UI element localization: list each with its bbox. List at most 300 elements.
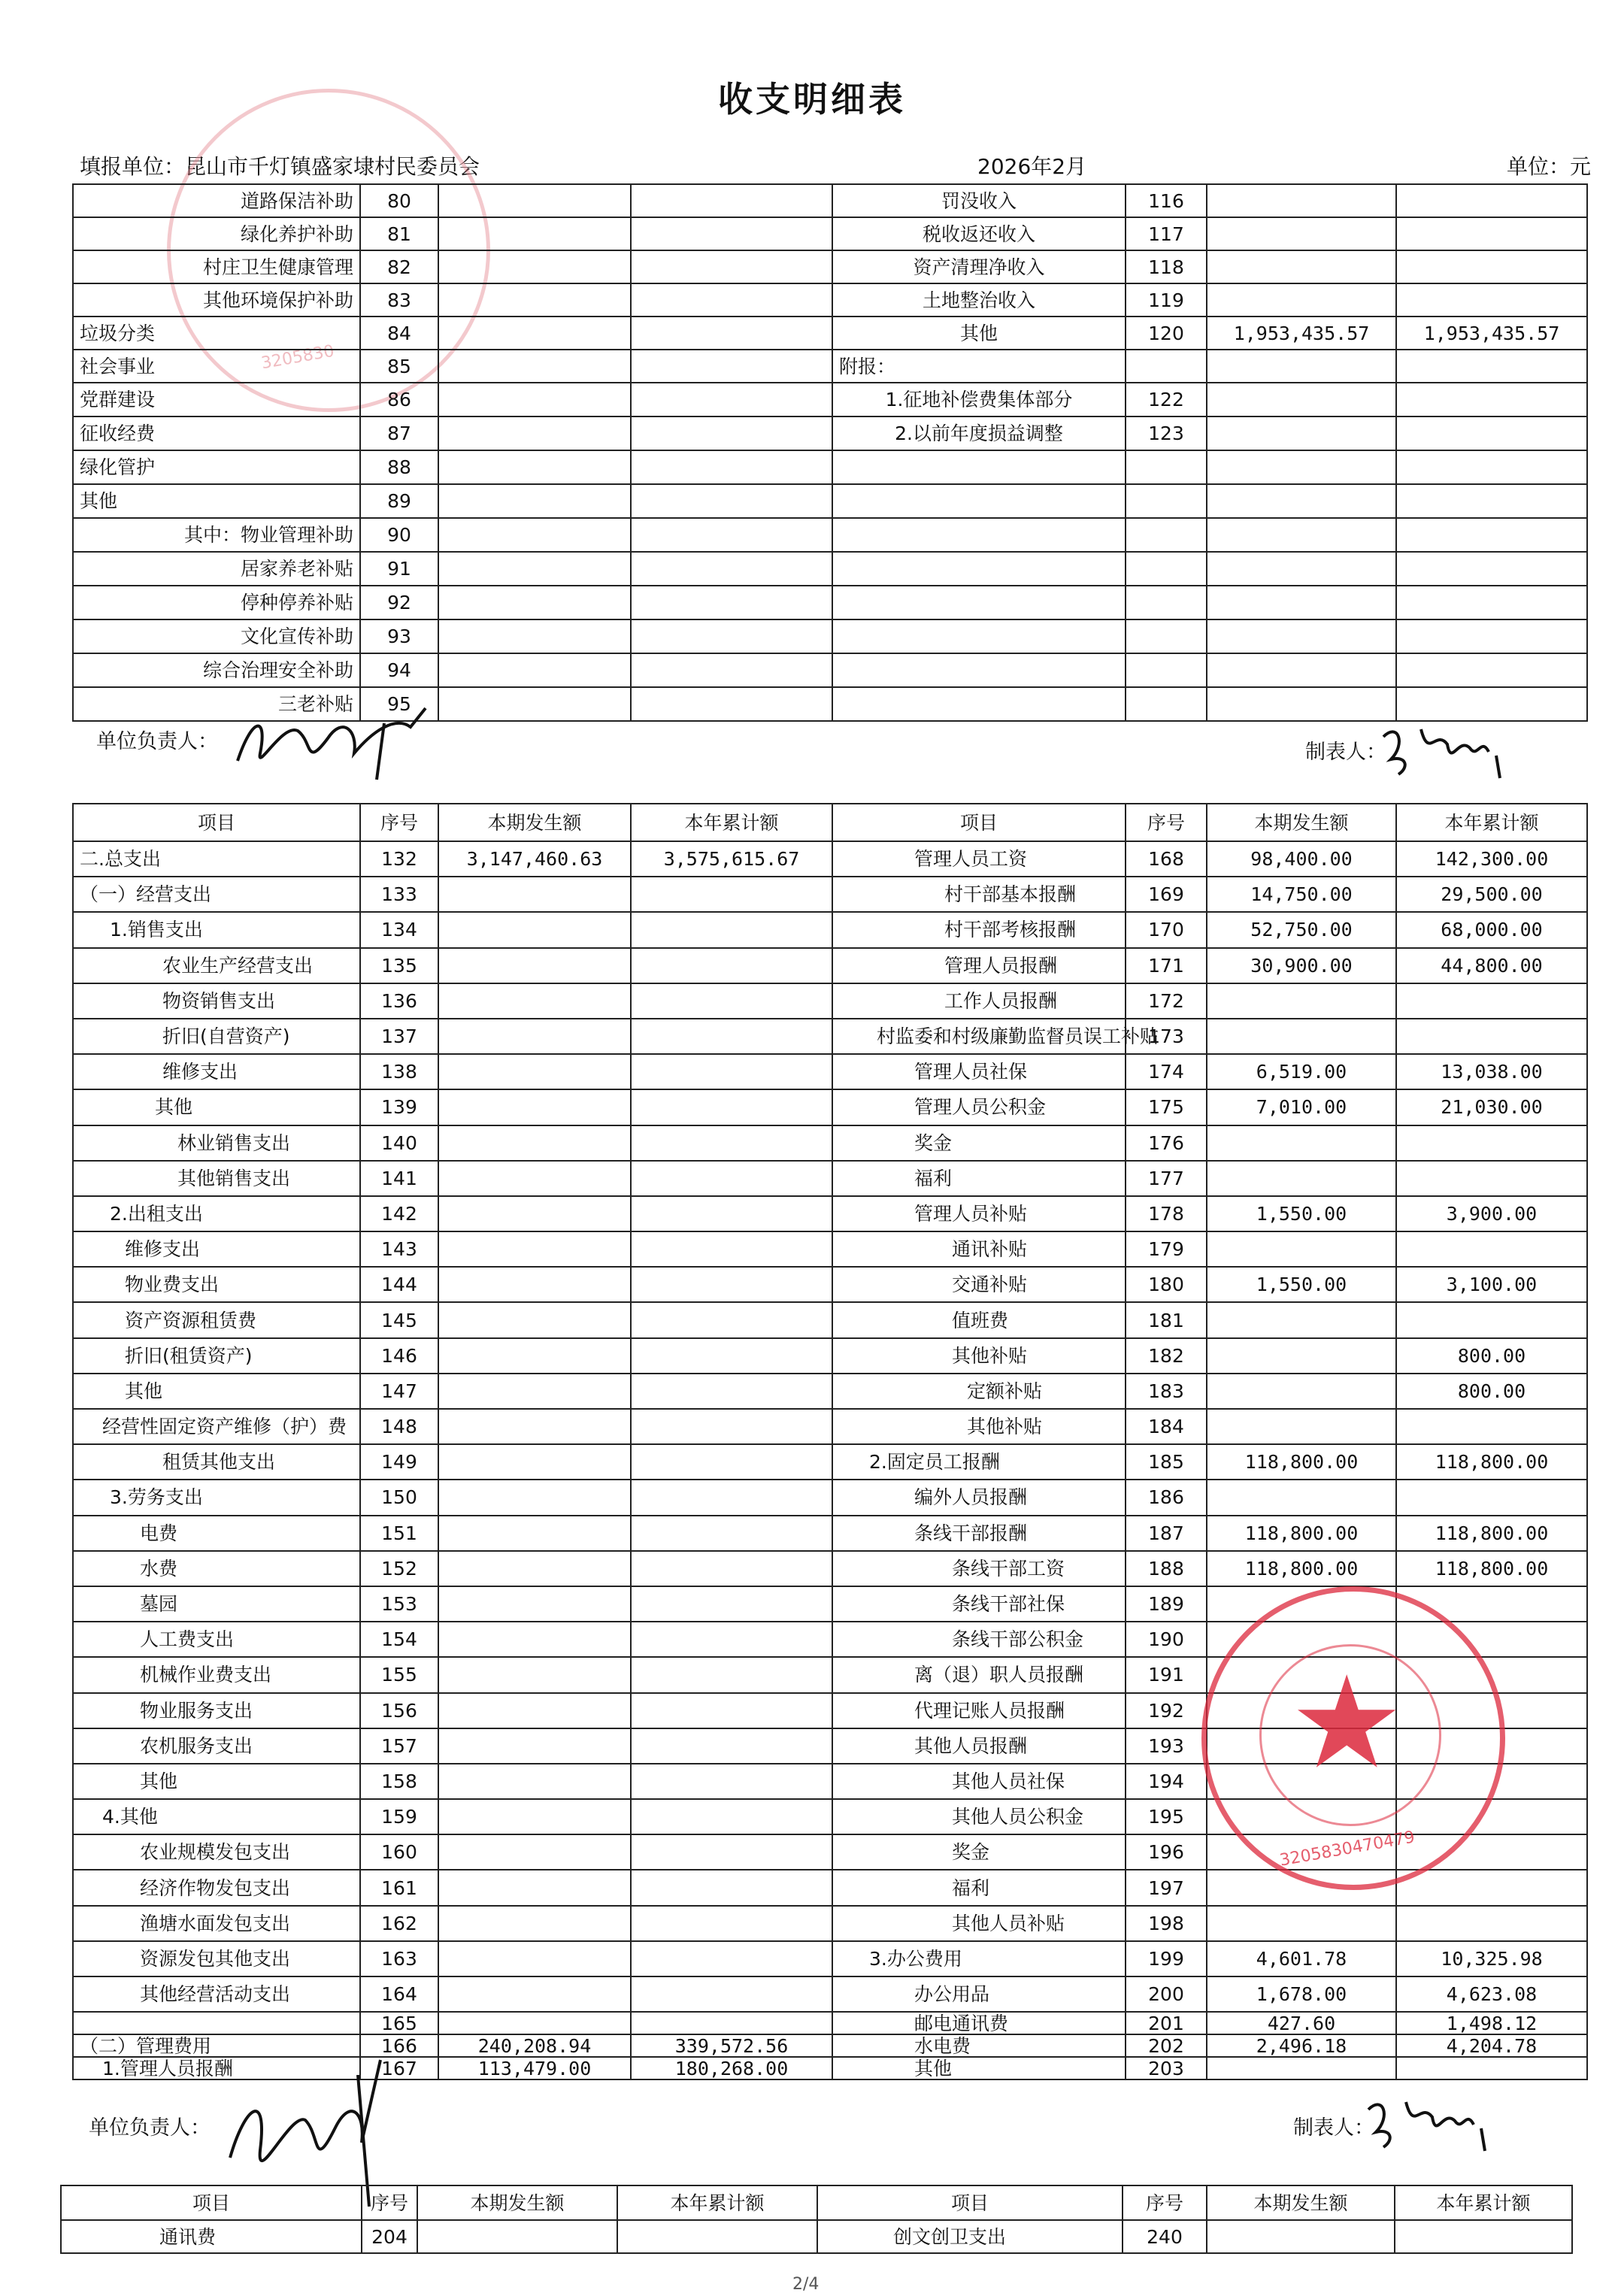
current-amount: [438, 1657, 631, 1692]
row-number: 150: [360, 1480, 438, 1515]
column-header: 本期发生额: [1207, 804, 1396, 841]
current-amount: [438, 1516, 631, 1551]
ytd-amount: [631, 1834, 832, 1870]
row-number: 159: [360, 1799, 438, 1834]
current-amount: [1207, 1231, 1396, 1267]
current-amount: [438, 1444, 631, 1480]
row-number: 119: [1126, 283, 1207, 317]
ytd-amount: 13,038.00: [1396, 1054, 1587, 1089]
row-number: 85: [360, 350, 438, 383]
row-number: [1126, 687, 1207, 721]
current-amount: [1207, 283, 1396, 317]
row-item: [832, 619, 1126, 653]
row-item: 资产清理净收入: [832, 250, 1126, 283]
current-amount: [438, 1799, 631, 1834]
row-number: 142: [360, 1196, 438, 1231]
row-item: 1.销售支出: [73, 912, 360, 947]
ytd-amount: [631, 1054, 832, 1089]
row-item: 其他经营活动支出: [73, 1976, 360, 2012]
row-item: 居家养老补贴: [73, 552, 360, 586]
current-amount: 427.60: [1207, 2012, 1396, 2034]
row-item: 3.劳务支出: [73, 1480, 360, 1515]
ytd-amount: 3,900.00: [1396, 1196, 1587, 1231]
row-number: 172: [1126, 983, 1207, 1019]
row-item: 三老补贴: [73, 687, 360, 721]
row-item: 其他人员社保: [832, 1764, 1126, 1799]
ytd-amount: [1396, 983, 1587, 1019]
row-number: 196: [1126, 1834, 1207, 1870]
current-amount: [438, 1019, 631, 1054]
current-amount: [438, 1374, 631, 1409]
row-number: 84: [360, 317, 438, 350]
row-item: 附报：: [832, 350, 1126, 383]
table-row: [73, 948, 1587, 983]
current-amount: [438, 1906, 631, 1941]
current-amount: 98,400.00: [1207, 841, 1396, 877]
row-item: 经济作物发包支出: [73, 1870, 360, 1905]
row-item: （二）管理费用: [73, 2034, 360, 2057]
row-item: 农业规模发包支出: [73, 1834, 360, 1870]
ytd-amount: 4,623.08: [1396, 1976, 1587, 2012]
row-number: 164: [360, 1976, 438, 2012]
row-item: 其他: [73, 1764, 360, 1799]
row-number: 136: [360, 983, 438, 1019]
row-number: 145: [360, 1302, 438, 1337]
leader-signature: [223, 701, 448, 783]
table-row: [73, 317, 1587, 350]
row-item: 条线干部报酬: [832, 1516, 1126, 1551]
row-number: 170: [1126, 912, 1207, 947]
ytd-amount: [631, 283, 832, 317]
table-row: [73, 184, 1587, 217]
row-number: 132: [360, 841, 438, 877]
column-header: 本期发生额: [438, 804, 631, 841]
ytd-amount: [1396, 283, 1587, 317]
row-item: 物业服务支出: [73, 1693, 360, 1728]
row-item: 水费: [73, 1551, 360, 1586]
current-amount: 118,800.00: [1207, 1516, 1396, 1551]
row-item: 其他: [832, 317, 1126, 350]
table-row: [73, 1976, 1587, 2012]
ytd-amount: [1396, 1231, 1587, 1267]
ytd-amount: 142,300.00: [1396, 841, 1587, 877]
row-number: 154: [360, 1622, 438, 1657]
column-header: 项目: [817, 2185, 1123, 2220]
row-number: 95: [360, 687, 438, 721]
current-amount: [438, 552, 631, 586]
ytd-amount: [1396, 1480, 1587, 1515]
ytd-amount: 68,000.00: [1396, 912, 1587, 947]
row-number: 139: [360, 1089, 438, 1125]
row-number: 188: [1126, 1551, 1207, 1586]
row-number: 191: [1126, 1657, 1207, 1692]
row-item: 村监委和村级廉勤监督员误工补贴: [832, 1019, 1126, 1054]
row-number: 200: [1126, 1976, 1207, 2012]
row-item: 管理人员社保: [832, 1054, 1126, 1089]
current-amount: [438, 1161, 631, 1196]
current-amount: [417, 2220, 617, 2253]
page-number: 2/4: [792, 2275, 820, 2294]
row-item: 农机服务支出: [73, 1728, 360, 1764]
row-item: 墓园: [73, 1586, 360, 1622]
current-amount: [438, 283, 631, 317]
row-number: 122: [1126, 383, 1207, 416]
current-amount: [1207, 1906, 1396, 1941]
row-number: 161: [360, 1870, 438, 1905]
table-row: [73, 1161, 1587, 1196]
current-amount: [438, 1622, 631, 1657]
ytd-amount: [631, 1906, 832, 1941]
column-header: 序号: [1123, 2185, 1207, 2220]
table-row: [73, 350, 1587, 383]
row-item: 其他: [73, 1089, 360, 1125]
ytd-amount: [631, 250, 832, 283]
row-number: 180: [1126, 1267, 1207, 1302]
current-amount: [438, 1941, 631, 1976]
ytd-amount: [631, 1231, 832, 1267]
ytd-amount: [631, 1799, 832, 1834]
table-row: [73, 283, 1587, 317]
row-item: 定额补贴: [832, 1374, 1126, 1409]
current-amount: 1,678.00: [1207, 1976, 1396, 2012]
ytd-amount: [1396, 1870, 1587, 1905]
row-number: 169: [1126, 877, 1207, 912]
row-item: 绿化养护补助: [73, 217, 360, 250]
currency-unit: 单位：元: [1507, 154, 1592, 179]
row-number: 91: [360, 552, 438, 586]
row-item: 租赁其他支出: [73, 1444, 360, 1480]
table-row: [73, 1019, 1587, 1054]
current-amount: [1207, 586, 1396, 619]
row-number: 185: [1126, 1444, 1207, 1480]
row-item: 条线干部公积金: [832, 1622, 1126, 1657]
ytd-amount: 10,325.98: [1396, 1941, 1587, 1976]
table-row: [73, 1267, 1587, 1302]
row-number: [1126, 450, 1207, 484]
current-amount: [438, 1089, 631, 1125]
row-number: 175: [1126, 1089, 1207, 1125]
ytd-amount: 800.00: [1396, 1374, 1587, 1409]
current-amount: [1207, 1374, 1396, 1409]
row-number: 133: [360, 877, 438, 912]
current-amount: [438, 1551, 631, 1586]
ytd-amount: [1396, 416, 1587, 450]
table-row: [73, 518, 1587, 552]
row-number: 187: [1126, 1516, 1207, 1551]
ytd-amount: 1,498.12: [1396, 2012, 1587, 2034]
ytd-amount: [631, 1551, 832, 1586]
row-number: 168: [1126, 841, 1207, 877]
row-item: 代理记账人员报酬: [832, 1693, 1126, 1728]
row-number: 123: [1126, 416, 1207, 450]
row-item: 道路保洁补助: [73, 184, 360, 217]
row-number: 166: [360, 2034, 438, 2057]
current-amount: [1207, 1302, 1396, 1337]
ytd-amount: [631, 1693, 832, 1728]
ytd-amount: [631, 350, 832, 383]
current-amount: [438, 1196, 631, 1231]
row-number: 146: [360, 1338, 438, 1374]
ytd-amount: [1396, 1161, 1587, 1196]
row-number: 176: [1126, 1125, 1207, 1161]
ytd-amount: [1396, 586, 1587, 619]
current-amount: [438, 1338, 631, 1374]
row-item: 4.其他: [73, 1799, 360, 1834]
ytd-amount: [1396, 653, 1587, 687]
current-amount: [438, 1834, 631, 1870]
row-number: 149: [360, 1444, 438, 1480]
column-header: 项目: [61, 2185, 362, 2220]
current-amount: [438, 1480, 631, 1515]
row-number: 198: [1126, 1906, 1207, 1941]
current-amount: [438, 1764, 631, 1799]
table-row: [73, 1196, 1587, 1231]
current-amount: [438, 1728, 631, 1764]
row-number: 80: [360, 184, 438, 217]
ytd-amount: [631, 518, 832, 552]
row-item: 其他人员补贴: [832, 1906, 1126, 1941]
table-row: [73, 552, 1587, 586]
current-amount: [438, 1231, 631, 1267]
row-item: 农业生产经营支出: [73, 948, 360, 983]
row-number: 138: [360, 1054, 438, 1089]
row-item: 村庄卫生健康管理: [73, 250, 360, 283]
row-item: 交通补贴: [832, 1267, 1126, 1302]
ytd-amount: 1,953,435.57: [1396, 317, 1587, 350]
ytd-amount: 29,500.00: [1396, 877, 1587, 912]
current-amount: [438, 1976, 631, 2012]
table-row: [73, 1374, 1587, 1409]
ytd-amount: [631, 1516, 832, 1551]
row-item: [832, 653, 1126, 687]
row-item: 通讯补贴: [832, 1231, 1126, 1267]
row-item: 罚没收入: [832, 184, 1126, 217]
unit-leader-label-2: 单位负责人：: [89, 2116, 211, 2140]
row-item: 物业费支出: [73, 1267, 360, 1302]
ytd-amount: 339,572.56: [631, 2034, 832, 2057]
table-row: [73, 1231, 1587, 1267]
row-number: 204: [362, 2220, 417, 2253]
row-item: 2.出租支出: [73, 1196, 360, 1231]
row-number: 120: [1126, 317, 1207, 350]
ytd-amount: [631, 1267, 832, 1302]
current-amount: [1207, 1019, 1396, 1054]
current-amount: [438, 983, 631, 1019]
row-item: 离（退）职人员报酬: [832, 1657, 1126, 1692]
current-amount: [438, 217, 631, 250]
row-number: 81: [360, 217, 438, 250]
current-amount: [438, 1870, 631, 1905]
ytd-amount: [631, 619, 832, 653]
table-row: [73, 1480, 1587, 1515]
row-item: 机械作业费支出: [73, 1657, 360, 1692]
row-item: [832, 552, 1126, 586]
current-amount: [438, 450, 631, 484]
row-number: [1126, 518, 1207, 552]
row-item: 林业销售支出: [73, 1125, 360, 1161]
row-item: [73, 2012, 360, 2034]
row-number: 183: [1126, 1374, 1207, 1409]
expense-detail-table-continued: [60, 2185, 1573, 2254]
current-amount: 113,479.00: [438, 2057, 631, 2079]
current-amount: 4,601.78: [1207, 1941, 1396, 1976]
column-header: 序号: [1126, 804, 1207, 841]
column-header: 序号: [362, 2185, 417, 2220]
seal-number-big: 3205830470479: [1278, 1828, 1416, 1870]
ytd-amount: 118,800.00: [1396, 1551, 1587, 1586]
table-row: [73, 841, 1587, 877]
row-number: 88: [360, 450, 438, 484]
row-number: 177: [1126, 1161, 1207, 1196]
current-amount: [1207, 983, 1396, 1019]
row-item: 办公用品: [832, 1976, 1126, 2012]
current-amount: [438, 586, 631, 619]
table-row: [61, 2220, 1572, 2253]
row-item: 经营性固定资产维修（护）费: [73, 1409, 360, 1444]
ytd-amount: [1396, 1125, 1587, 1161]
row-item: 编外人员报酬: [832, 1480, 1126, 1515]
row-number: 197: [1126, 1870, 1207, 1905]
current-amount: [1207, 1480, 1396, 1515]
row-number: [1126, 586, 1207, 619]
ytd-amount: [631, 1089, 832, 1125]
row-number: 90: [360, 518, 438, 552]
ytd-amount: [631, 1125, 832, 1161]
ytd-amount: [1396, 1906, 1587, 1941]
ytd-amount: [1396, 250, 1587, 283]
row-number: 190: [1126, 1622, 1207, 1657]
ytd-amount: [631, 1444, 832, 1480]
ytd-amount: [631, 1657, 832, 1692]
table-row: [73, 586, 1587, 619]
current-amount: 14,750.00: [1207, 877, 1396, 912]
row-item: 邮电通讯费: [832, 2012, 1126, 2034]
row-item: 其他销售支出: [73, 1161, 360, 1196]
ytd-amount: [1396, 1409, 1587, 1444]
row-number: 184: [1126, 1409, 1207, 1444]
current-amount: [438, 2012, 631, 2034]
row-item: 其他环境保护补助: [73, 283, 360, 317]
row-item: 条线干部社保: [832, 1586, 1126, 1622]
row-item: 其他: [73, 1374, 360, 1409]
row-item: 3.办公费用: [832, 1941, 1126, 1976]
current-amount: [1207, 450, 1396, 484]
ytd-amount: [1396, 552, 1587, 586]
current-amount: [438, 912, 631, 947]
table-row: [73, 250, 1587, 283]
row-number: 174: [1126, 1054, 1207, 1089]
column-header: 项目: [73, 804, 360, 841]
column-header: 项目: [832, 804, 1126, 841]
ytd-amount: [617, 2220, 817, 2253]
current-amount: [438, 1267, 631, 1302]
ytd-amount: [631, 484, 832, 518]
village-finance-seal: [1201, 1586, 1505, 1890]
ytd-amount: [631, 2012, 832, 2034]
row-number: 203: [1126, 2057, 1207, 2079]
ytd-amount: [1396, 450, 1587, 484]
ytd-amount: [631, 1870, 832, 1905]
current-amount: [1207, 653, 1396, 687]
row-item: 1.管理人员报酬: [73, 2057, 360, 2079]
row-item: 资源发包其他支出: [73, 1941, 360, 1976]
preparer-label-2: 制表人：: [1293, 2116, 1374, 2140]
current-amount: [1207, 2220, 1395, 2253]
current-amount: [1207, 619, 1396, 653]
row-item: 垃圾分类: [73, 317, 360, 350]
ytd-amount: [631, 1728, 832, 1764]
current-amount: 118,800.00: [1207, 1551, 1396, 1586]
row-number: 135: [360, 948, 438, 983]
ytd-amount: [631, 1586, 832, 1622]
row-number: 140: [360, 1125, 438, 1161]
ytd-amount: [1396, 619, 1587, 653]
ytd-amount: [631, 1622, 832, 1657]
row-item: 征收经费: [73, 416, 360, 450]
row-number: 93: [360, 619, 438, 653]
ytd-amount: 3,100.00: [1396, 1267, 1587, 1302]
row-number: 179: [1126, 1231, 1207, 1267]
row-item: [832, 687, 1126, 721]
ytd-amount: [631, 948, 832, 983]
row-number: 165: [360, 2012, 438, 2034]
current-amount: [1207, 518, 1396, 552]
row-number: 160: [360, 1834, 438, 1870]
row-number: 163: [360, 1941, 438, 1976]
ytd-amount: [1396, 1019, 1587, 1054]
ytd-amount: [631, 1764, 832, 1799]
unit-leader-label: 单位负责人：: [96, 730, 218, 753]
ytd-amount: [1396, 2057, 1587, 2079]
current-amount: 240,208.94: [438, 2034, 631, 2057]
row-number: 158: [360, 1764, 438, 1799]
row-number: 199: [1126, 1941, 1207, 1976]
row-item: 折旧(自营资产): [73, 1019, 360, 1054]
row-item: [832, 518, 1126, 552]
ytd-amount: [1396, 484, 1587, 518]
row-item: 条线干部工资: [832, 1551, 1126, 1586]
column-header: 本年累计额: [1395, 2185, 1572, 2220]
row-item: [832, 586, 1126, 619]
row-number: 162: [360, 1906, 438, 1941]
row-item: 其他人员报酬: [832, 1728, 1126, 1764]
ytd-amount: [631, 1302, 832, 1337]
current-amount: 7,010.00: [1207, 1089, 1396, 1125]
ytd-amount: [1396, 383, 1587, 416]
row-number: 134: [360, 912, 438, 947]
row-item: 管理人员报酬: [832, 948, 1126, 983]
ytd-amount: [631, 912, 832, 947]
ytd-amount: [631, 1338, 832, 1374]
ytd-amount: [631, 1976, 832, 2012]
current-amount: [1207, 1161, 1396, 1196]
ytd-amount: 44,800.00: [1396, 948, 1587, 983]
table-header-row: [73, 804, 1587, 841]
current-amount: [438, 1586, 631, 1622]
table-row: [73, 1516, 1587, 1551]
row-number: 171: [1126, 948, 1207, 983]
row-item: 管理人员工资: [832, 841, 1126, 877]
row-number: 194: [1126, 1764, 1207, 1799]
row-item: 水电费: [832, 2034, 1126, 2057]
row-item: 折旧(租赁资产): [73, 1338, 360, 1374]
row-number: [1126, 552, 1207, 586]
ytd-amount: [631, 217, 832, 250]
row-number: [1126, 484, 1207, 518]
table-row: [73, 1338, 1587, 1374]
row-item: 其中：物业管理补助: [73, 518, 360, 552]
row-item: 通讯费: [61, 2220, 362, 2253]
